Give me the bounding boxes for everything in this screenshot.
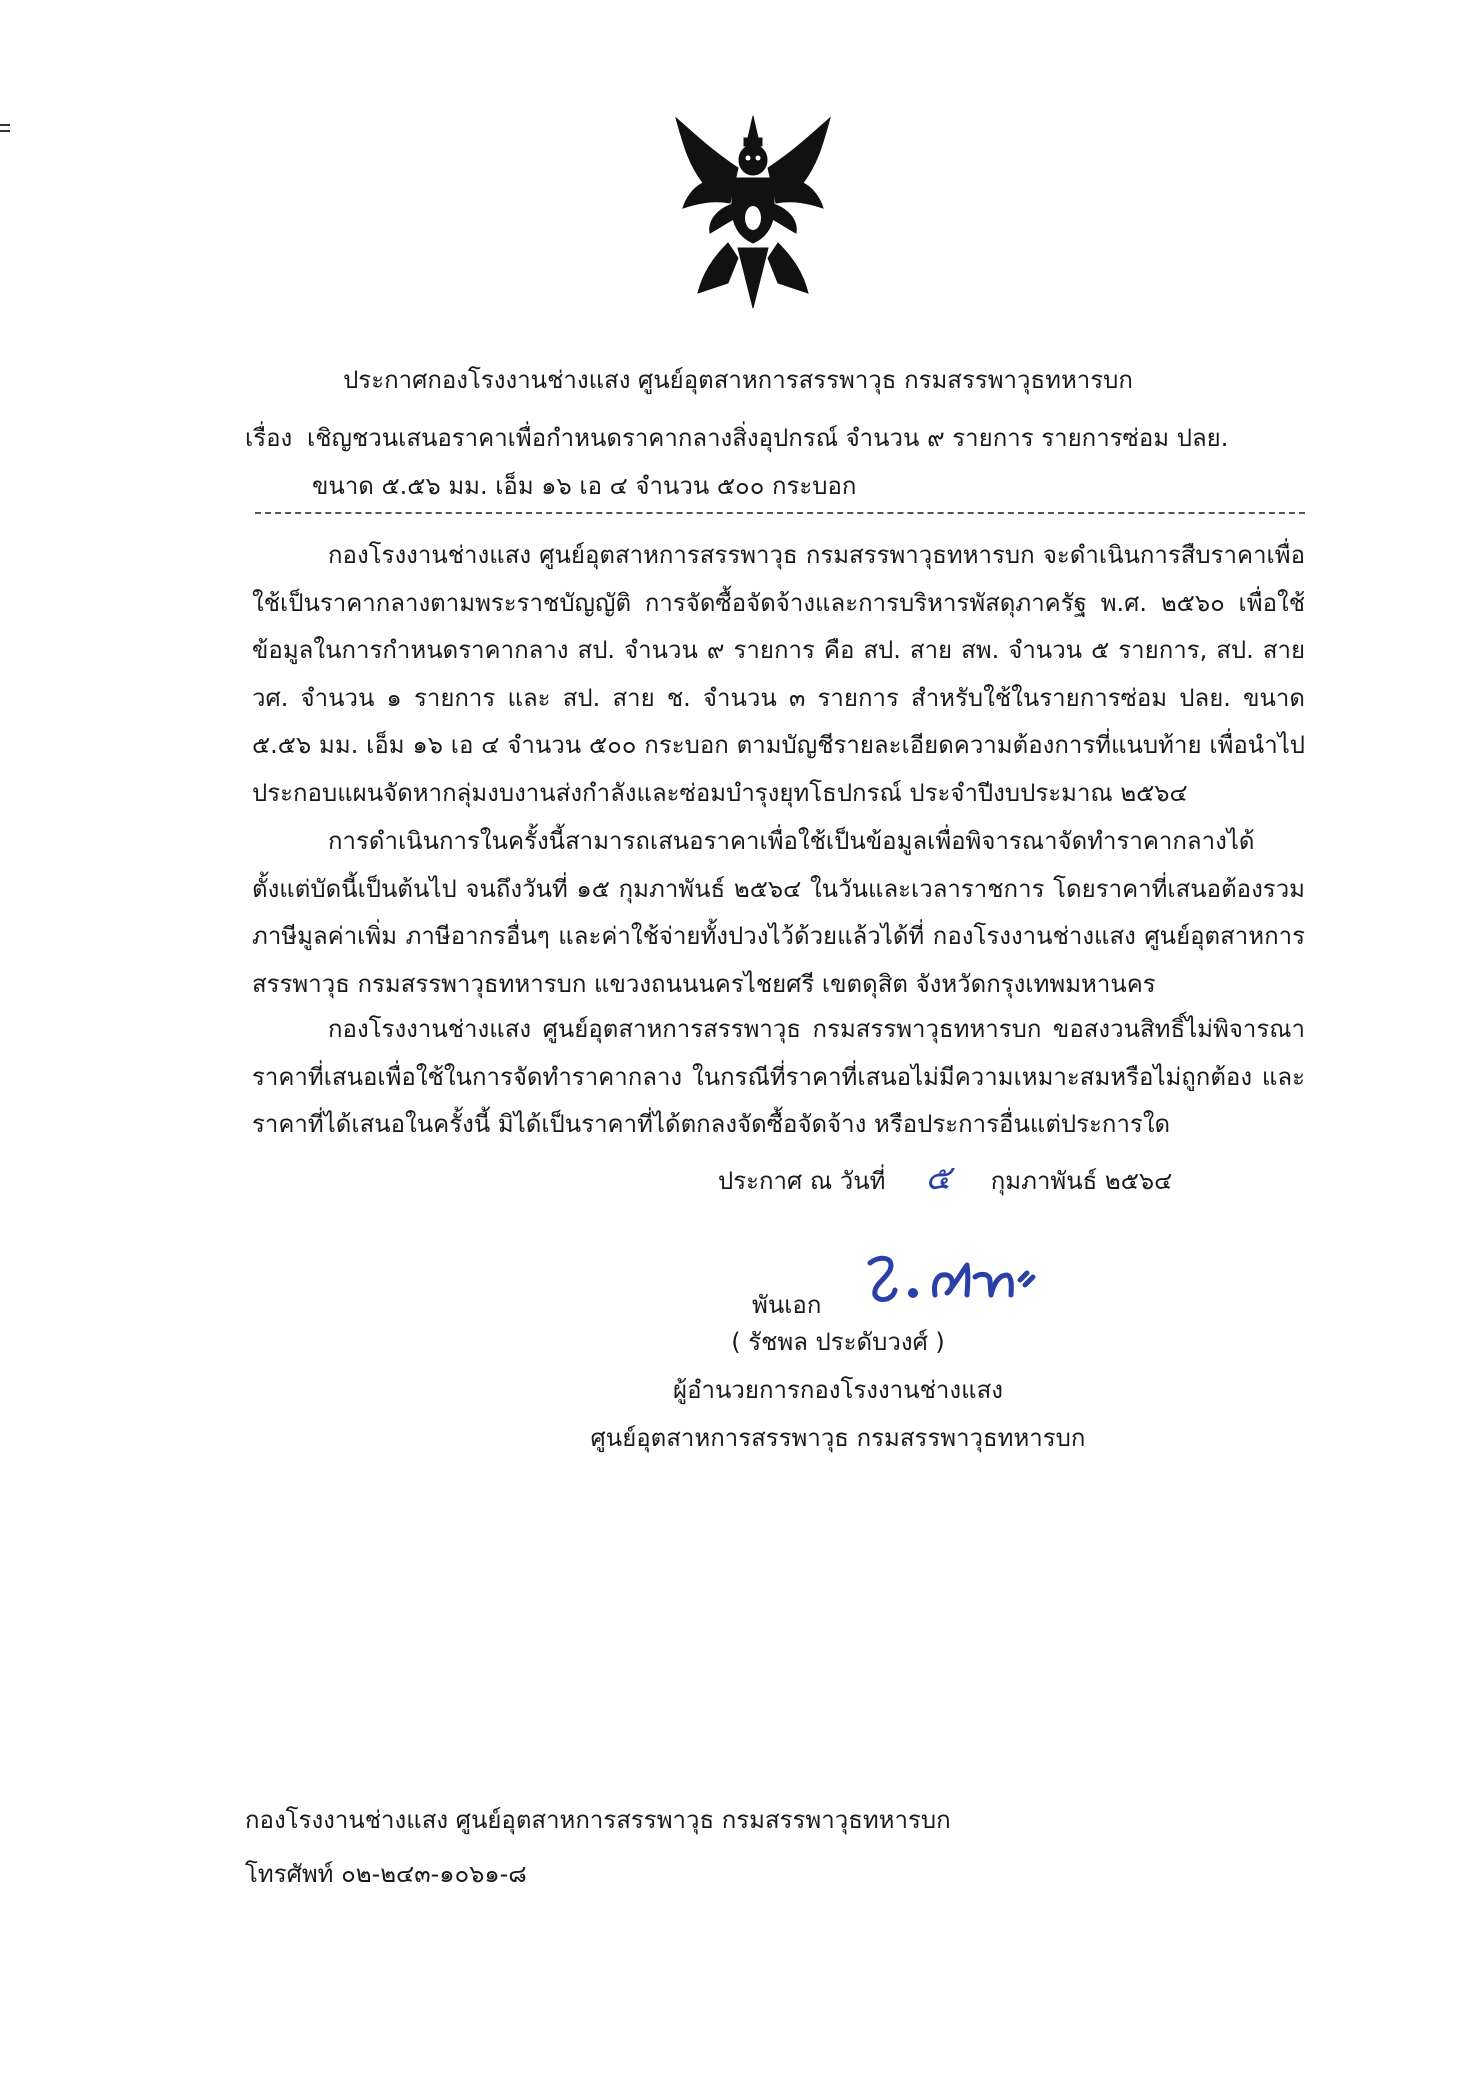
paragraph-text: การดำเนินการในครั้งนี้สามารถเสนอราคาเพื่อใช้เป็นข้อมูลเพื่อพิจารณาจัดทำราคากลางได้ตั้งแต่บัดนี้เป็นต้นไป จนถึงวันที่ ๑๕ กุมภาพันธ์ ๒๕๖๔ ในวันและเวลาราชการ โดยราคาที่เสนอต้องรวมภาษีมูลค่าเพิ่ม ภาษีอากรอื่นๆ และค่าใช้จ่ายทั้งปวงไว้ด้วยแล้วได้ที่ กองโรงงานช่างแสง ศูนย์อุตสาหการสรรพาวุธ กรมสรรพาวุธทหารบก แขวงถนนนครไชยศรี เขตดุสิต จังหวัดกรุงเทพมหานคร (252, 827, 1305, 998)
subject-line (245, 418, 1228, 457)
footer-telephone: โทรศัพท์ ๐๒-๒๔๓-๑๐๖๑-๘ (245, 1860, 527, 1888)
paragraph-text: กองโรงงานช่างแสง ศูนย์อุตสาหการสรรพาวุธ กรมสรรพาวุธทหารบก จะดำเนินการสืบราคาเพื่อใช้เป็นราคากลางตามพระราชบัญญัติ การจัดซื้อจัดจ้างและการบริหารพัสดุภาครัฐ พ.ศ. ๒๕๖๐ เพื่อใช้ข้อมูลในการกำหนดราคากลาง สป. จำนวน ๙ รายการ คือ สป. สาย สพ. จำนวน ๕ รายการ, สป. สาย วศ. จำนวน ๑ รายการ และ สป. สาย ช. จำนวน ๓ รายการ สำหรับใช้ในรายการซ่อม ปลย. ขนาด ๕.๕๖ มม. เอ็ม ๑๖ เอ ๔ จำนวน ๕๐๐ กระบอก ตามบัญชีรายละเอียดความต้องการที่แนบท้าย เพื่อนำไปประกอบแผนจัดหากลุ่มงบงานส่งกำลังและซ่อมบำรุงยุทโธปกรณ์ ประจำปีงบประมาณ ๒๕๖๔ (252, 541, 1306, 807)
body-paragraph-2 (252, 818, 1305, 1008)
paragraph-text: กองโรงงานช่างแสง ศูนย์อุตสาหการสรรพาวุธ กรมสรรพาวุธทหารบก ขอสงวนสิทธิ์ไม่พิจารณาราคาที่เสนอเพื่อใช้ในการจัดทำราคากลาง ในกรณีที่ราคาที่เสนอไม่มีความเหมาะสมหรือไม่ถูกต้อง และราคาที่ได้เสนอในครั้งนี้ มิได้เป็นราคาที่ได้ตกลงจัดซื้อจัดจ้าง หรือประการอื่นแต่ประการใด (252, 1015, 1305, 1138)
footer-organization: กองโรงงานช่างแสง ศูนย์อุตสาหการสรรพาวุธ กรมสรรพาวุธทหารบก (245, 1806, 951, 1834)
subject-label: เรื่อง (245, 424, 293, 452)
body-paragraph-1 (252, 532, 1305, 817)
handwritten-day: ๕ (925, 1158, 951, 1198)
handwritten-signature-icon (855, 1245, 1045, 1315)
subject-text-line1: เชิญชวนเสนอราคาเพื่อกำหนดราคากลางสิ่งอุปกรณ์ จำนวน ๙ รายการ รายการซ่อม ปลย. (307, 424, 1229, 452)
edge-mark (0, 124, 10, 132)
date-prefix: ประกาศ ณ วันที่ (718, 1167, 886, 1195)
announcement-date (718, 1150, 1172, 1204)
signatory-name: ( รัชพล ประดับวงศ์ ) (731, 1328, 945, 1356)
subject-text-line2: ขนาด ๕.๕๖ มม. เอ็ม ๑๖ เอ ๔ จำนวน ๕๐๐ กระบอก (312, 472, 857, 500)
signatory-position-line1: ผู้อำนวยการกองโรงงานช่างแสง (673, 1376, 1003, 1404)
dashed-divider (255, 512, 1305, 514)
date-month-year: กุมภาพันธ์ ๒๕๖๔ (990, 1167, 1173, 1195)
garuda-emblem-icon (668, 108, 838, 318)
signatory-position-line2: ศูนย์อุตสาหการสรรพาวุธ กรมสรรพาวุธทหารบก (590, 1424, 1086, 1452)
signatory-rank: พันเอก (752, 1291, 822, 1319)
announcement-title: ประกาศกองโรงงานช่างแสง ศูนย์อุตสาหการสรรพาวุธ กรมสรรพาวุธทหารบก (343, 366, 1133, 394)
body-paragraph-3 (252, 1006, 1305, 1149)
